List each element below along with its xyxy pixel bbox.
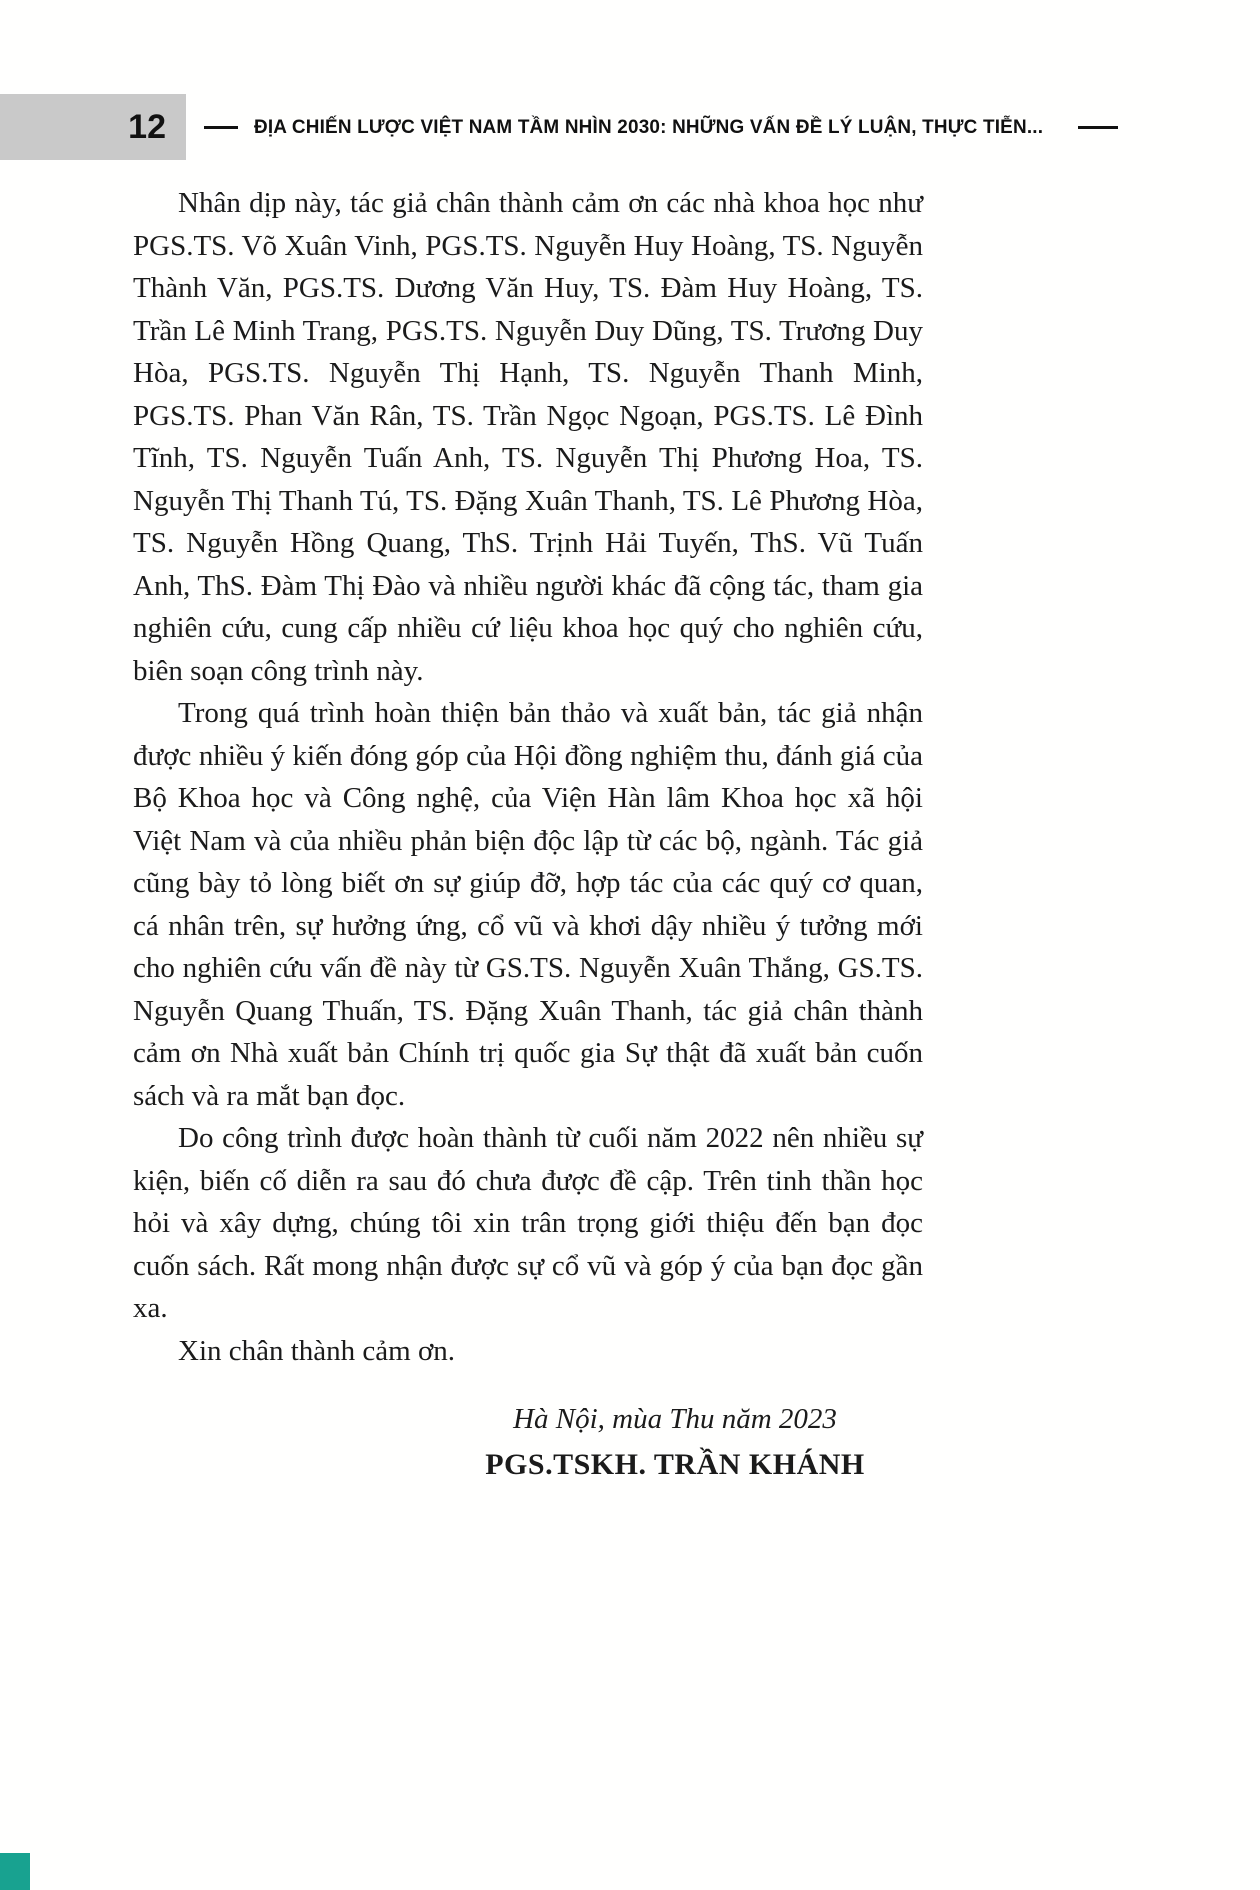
header-rule bbox=[1078, 126, 1118, 129]
header-dash-rule bbox=[204, 126, 238, 129]
signature-block bbox=[455, 1396, 895, 1488]
signature-author: PGS.TSKH. TRẦN KHÁNH bbox=[485, 1448, 865, 1481]
paragraph-review-thanks: Trong quá trình hoàn thiện bản thảo và xuất bản, tác giả nhận được nhiều ý kiến đóng góp của Hội đồng nghiệm thu, đánh giá của Bộ Khoa học và Công nghệ, của Viện Hàn lâm Khoa học xã hội Việt Nam và của nhiều phản biện độc lập từ các bộ, ngành. Tác giả cũng bày tỏ lòng biết ơn sự giúp đỡ, hợp tác của các quý cơ quan, cá nhân trên, sự hưởng ứng, cổ vũ và khơi dậy nhiều ý tưởng mới cho nghiên cứu vấn đề này từ GS.TS. Nguyễn Xuân Thắng, GS.TS. Nguyễn Quang Thuấn, TS. Đặng Xuân Thanh, tác giả chân thành cảm ơn Nhà xuất bản Chính trị quốc gia Sự thật đã xuất bản cuốn sách và ra mắt bạn đọc. bbox=[133, 697, 923, 1112]
paragraph-closing-note: Do công trình được hoàn thành từ cuối năm 2022 nên nhiều sự kiện, biến cố diễn ra sau đó chưa được đề cập. Trên tinh thần học hỏi và xây dựng, chúng tôi xin trân trọng giới thiệu đến bạn đọc cuốn sách. Rất mong nhận được sự cổ vũ và góp ý của bạn đọc gần xa. bbox=[133, 1122, 923, 1324]
page-number: 12 bbox=[128, 108, 166, 146]
corner-decoration bbox=[0, 1853, 30, 1890]
paragraph-acknowledgements: Nhân dịp này, tác giả chân thành cảm ơn các nhà khoa học như PGS.TS. Võ Xuân Vinh, PGS.TS. Nguyễn Huy Hoàng, TS. Nguyễn Thành Văn, PGS.TS. Dương Văn Huy, TS. Đàm Huy Hoàng, TS. Trần Lê Minh Trang, PGS.TS. Nguyễn Duy Dũng, TS. Trương Duy Hòa, PGS.TS. Nguyễn Thị Hạnh, TS. Nguyễn Thanh Minh, PGS.TS. Phan Văn Rân, TS. Trần Ngọc Ngoạn, PGS.TS. Lê Đình Tĩnh, TS. Nguyễn Tuấn Anh, TS. Nguyễn Thị Phương Hoa, TS. Nguyễn Thị Thanh Tú, TS. Đặng Xuân Thanh, TS. Lê Phương Hòa, TS. Nguyễn Hồng Quang, ThS. Trịnh Hải Tuyến, ThS. Vũ Tuấn Anh, ThS. Đàm Thị Đào và nhiều người khác đã cộng tác, tham gia nghiên cứu, cung cấp nhiều cứ liệu khoa học quý cho nghiên cứu, biên soạn công trình này. bbox=[133, 187, 923, 687]
page-body bbox=[133, 182, 923, 1488]
page-header bbox=[0, 94, 1042, 160]
signature-place-date: Hà Nội, mùa Thu năm 2023 bbox=[513, 1403, 837, 1435]
page-number-block bbox=[0, 94, 186, 160]
running-head-title: ĐỊA CHIẾN LƯỢC VIỆT NAM TẦM NHÌN 2030: NHỮNG VẤN ĐỀ LÝ LUẬN, THỰC TIỄN... bbox=[254, 115, 1044, 138]
paragraph-thanks: Xin chân thành cảm ơn. bbox=[178, 1334, 456, 1367]
